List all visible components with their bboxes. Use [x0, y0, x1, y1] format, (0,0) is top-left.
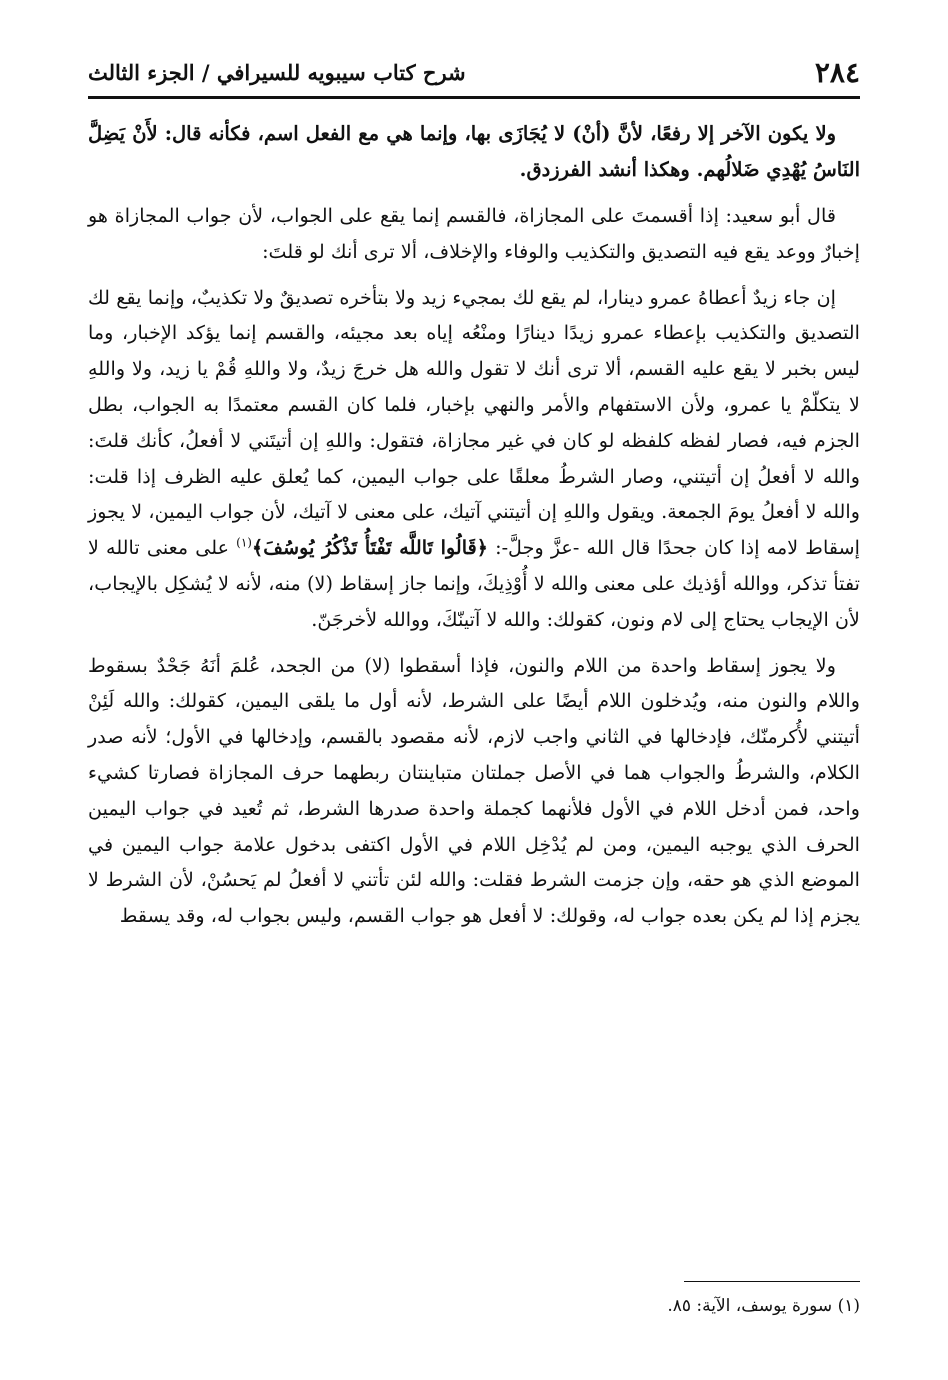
quran-verse: ﴿قَالُوا تَاللَّه تَفْتَأُ تَذْكُرُ يُوسُفَ﴾	[251, 536, 488, 560]
paragraph-3	[88, 280, 860, 638]
running-title: شرح كتاب سيبويه للسيرافي / الجزء الثالث	[88, 60, 466, 85]
footnote-rule	[684, 1281, 860, 1282]
paragraph-3-text-b: على معنى تالله لا تفتأ تذكر، ووالله أؤذيك على معنى والله لا أُوْذِيكَ، وإنما جاز إسقاط (لا) منه، لأنه لا يُشكِل بالإيجاب، لأن الإيجاب يحتاج إلى لام ونون، كقولك: والله لا آتينّكَ، ووالله لأخرجَنّ.	[88, 536, 860, 631]
footnote: (١) سورة يوسف، الآية: ٨٥.	[667, 1296, 860, 1316]
paragraph-4: ولا يجوز إسقاط واحدة من اللام والنون، فإذا أسقطوا (لا) من الجحد، عُلمَ أنَهُ جَحْدٌ بسقوط واللام والنون منه، ويُدخلون اللام أيضًا على الشرط، لأنه أول ما يلقى اليمين، كقولك: والله لَئِنْ أتيتني لأُكرمنّك، فإدخالها في الثاني واجب لازم، لأنه مقصود بالقسم، وإدخالها في الأول؛ لأنه صدر الكلام، والشرطُ والجواب هما في الأصل جملتان متباينتان ربطهما حرف المجازاة فصارتا كشيء واحد، فمن أدخل اللام في الأول فلأنهما كجملة واحدة صدرها الشرط، ثم تُعيد في جواب اليمين الحرف الذي يوجبه اليمين، ومن لم يُدْخِل اللام في الأول اكتفى بدخول علامة جواب اليمين في الموضع الذي هو حقه، وإن جزمت الشرط فقلت: والله لئن تأتني لا أفعلُ لم يَحسُنْ، لأن الشرط لا يجزم إذا لم يكن بعده جواب له، وقولك: لا أفعل هو جواب القسم، وليس بجواب له، وقد يسقط	[88, 653, 860, 928]
paragraph-1: ولا يكون الآخر إلا رفعًا، لأنَّ (أنْ) لا يُجَازَى بها، وإنما هي مع الفعل اسم، فكأنه قال: لأَنْ يَضِلَّ النَاسُ يُهْدِي ضَلالُهم. وهكذا أنشد الفرزدق.	[88, 122, 860, 181]
paragraph-3-text-a: إن جاء زيدٌ أعطاهُ عمرو دينارا، لم يقع لك بمجيء زيد ولا بتأخره تصديقٌ ولا تكذيبٌ، وإنما يقع لك التصديق والتكذيب بإعطاء عمرو زيدًا دينارًا ومنْعُه إياه بعد مجيئه، والقسم إنما يؤكد الإخبار، وما ليس بخبر لا يقع عليه القسم، ألا ترى أنك لا تقول والله هل خرجَ زيدٌ، ولا واللهِ قُمْ يا زيد، ولا واللهِ لا يتكلّمْ يا عمرو، ولأن الاستفهام والأمر والنهي بإخبار، فلما كان القسم معتمدًا به الجواب، بطل الجزم فيه، فصار لفظه كلفظه لو كان في غير مجازاة، فتقول: واللهِ إن أتيتَني لا أفعلُ، كأنك قلتَ: والله لا أفعلُ إن أتيتني، وصار الشرطُ معلقًا على جواب اليمين، كما يُعلق عليه الظرف إذا قلت: والله لا أفعلُ يومَ الجمعة. ويقول واللهِ إن أتيتني آتيك، على معنى لا آتيك، لأن جواب اليمين، لا يجوز إسقاط لامه إذا كان جحدًا قال الله -عزَّ وجلَّ-:	[88, 285, 860, 560]
page-number: ٢٨٤	[814, 56, 860, 89]
paragraph-2: قال أبو سعيد: إذا أقسمتَ على المجازاة، فالقسم إنما يقع على الجواب، لأن جواب المجازاة هو إخبارٌ ووعد يقع فيه التصديق والتكذيب والوفاء والإخلاف، ألا ترى أنك لو قلتَ:	[88, 204, 860, 263]
header-rule	[88, 96, 860, 99]
page-body	[88, 116, 860, 944]
page-header	[88, 52, 860, 94]
footnote-marker[interactable]: (١)	[236, 535, 252, 550]
